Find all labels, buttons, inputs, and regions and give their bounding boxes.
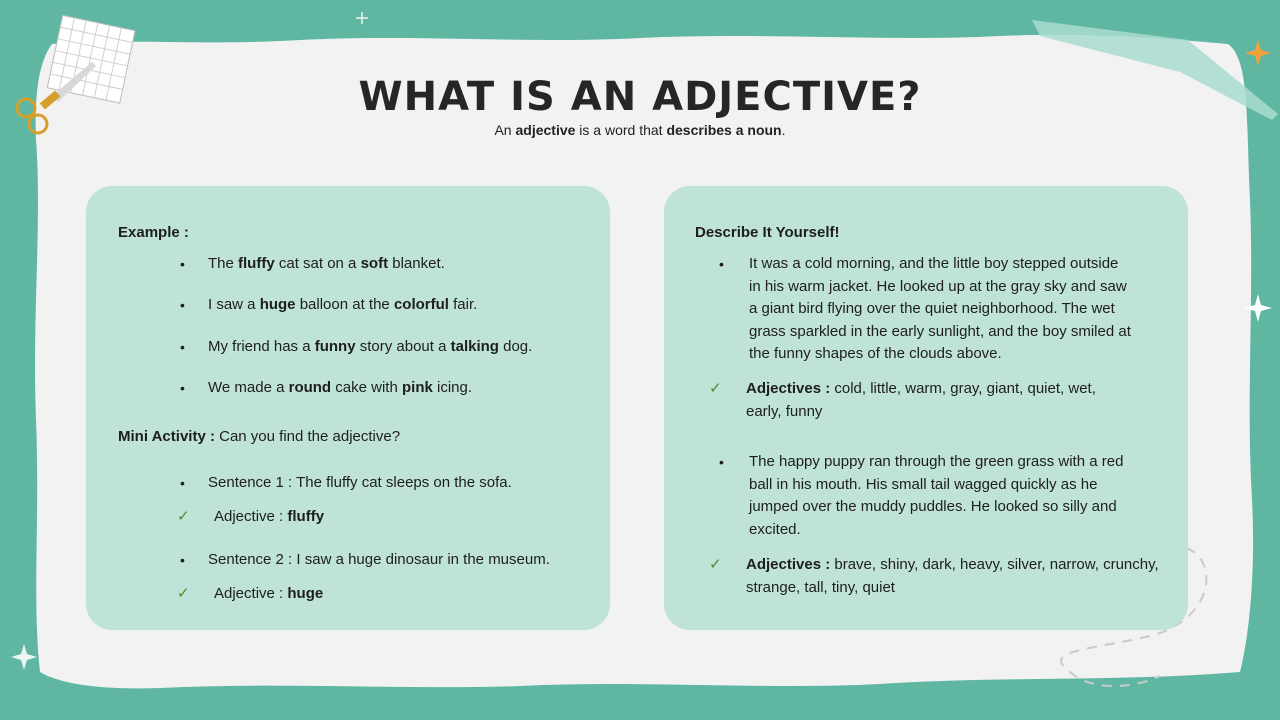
- activity-answer: Adjective : fluffy: [214, 508, 325, 525]
- bullet-icon: •: [180, 297, 185, 313]
- page-title: WHAT IS AN ADJECTIVE?: [358, 74, 922, 120]
- bullet-icon: •: [180, 475, 185, 491]
- activity-sentence: Sentence 2 : I saw a huge dinosaur in the museum.: [208, 551, 550, 568]
- check-icon: ✓: [709, 556, 722, 573]
- check-icon: ✓: [177, 585, 190, 602]
- describe-heading: Describe It Yourself!: [695, 224, 840, 241]
- sparkle-icon: [11, 644, 37, 670]
- check-icon: ✓: [177, 508, 190, 525]
- example-heading: Example :: [118, 224, 189, 241]
- describe-card: [664, 186, 1188, 630]
- mini-activity-prompt: Mini Activity : Can you find the adjective?: [118, 428, 401, 445]
- bullet-icon: •: [180, 380, 185, 396]
- activity-answer: Adjective : huge: [214, 585, 324, 602]
- bullet-icon: •: [719, 454, 724, 470]
- example-sentence: I saw a huge balloon at the colorful fair.: [208, 296, 478, 313]
- example-sentence: We made a round cake with pink icing.: [208, 379, 473, 396]
- passage-text: The happy puppy ran through the green grass with a red ball in his mouth. His small tail wagged quickly as he jumped over the muddy puddles. He looked so silly and excited.: [749, 453, 1124, 538]
- check-icon: ✓: [709, 380, 722, 397]
- bullet-icon: •: [180, 339, 185, 355]
- example-card: [86, 186, 610, 630]
- adjective-list: Adjectives : brave, shiny, dark, heavy, silver, narrow, crunchy, strange, tall, tiny, quiet: [746, 556, 1159, 596]
- bullet-icon: •: [719, 256, 724, 272]
- bullet-icon: •: [180, 256, 185, 272]
- bullet-icon: •: [180, 552, 185, 568]
- sparkle-icon: [356, 12, 368, 24]
- definition-text: An adjective is a word that describes a noun.: [494, 122, 786, 138]
- activity-sentence: Sentence 1 : The fluffy cat sleeps on the sofa.: [208, 474, 512, 491]
- example-sentence: The fluffy cat sat on a soft blanket.: [208, 255, 445, 272]
- example-sentence: My friend has a funny story about a talking dog.: [208, 338, 533, 355]
- adjective-list: Adjectives : cold, little, warm, gray, giant, quiet, wet, early, funny: [746, 380, 1096, 420]
- passage-text: It was a cold morning, and the little boy stepped outside in his warm jacket. He looked up at the gray sky and saw a giant bird flying over the quiet neighborhood. The wet grass sparkled in the early sunlight, and the boy smiled at the funny shapes of the clouds above.: [749, 255, 1131, 362]
- sparkle-icon: [1245, 40, 1271, 66]
